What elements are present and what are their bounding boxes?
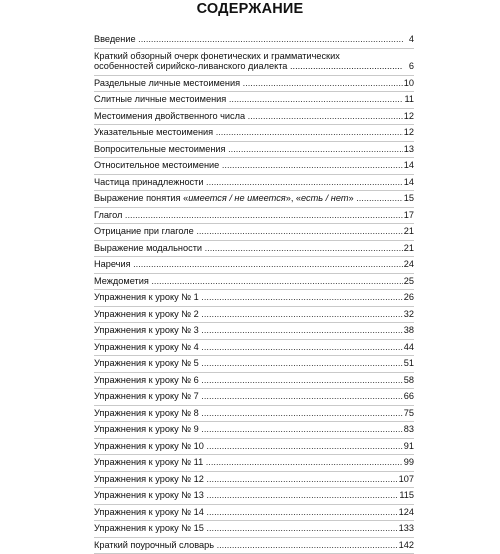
toc-entry-label	[94, 51, 403, 72]
toc-entry-lesson-15	[94, 521, 414, 538]
toc-entry-demonstrative-pronouns	[94, 125, 414, 142]
toc-entry-dual-pronouns	[94, 109, 414, 126]
toc-entry-introduction	[94, 32, 414, 49]
toc-entry-lesson-1	[94, 290, 414, 307]
toc-entry-label: Введение .....	[94, 34, 403, 45]
toc-entry-page: 14	[403, 177, 414, 188]
toc-entry-page: 12	[403, 127, 414, 138]
toc-entry-lesson-9	[94, 422, 414, 439]
toc-entry-label: Упражнения к уроку № 3 .....	[94, 325, 403, 336]
toc-entry-label: Относительное местоимение .....	[94, 160, 403, 171]
toc-entry-label: Упражнения к уроку № 2 .....	[94, 309, 403, 320]
toc-entry-page: 124	[398, 507, 414, 518]
toc-entry-label: Упражнения к уроку № 14 .....	[94, 507, 398, 518]
toc-entry-page: 11	[403, 94, 414, 105]
toc-entry-page: 142	[398, 540, 414, 551]
toc-entry-page: 6	[403, 61, 414, 72]
toc-entry-page: 75	[403, 408, 414, 419]
toc-entry-lesson-4	[94, 340, 414, 357]
toc-entry-page: 44	[403, 342, 414, 353]
toc-entry-lesson-8	[94, 406, 414, 423]
toc-entry-lesson-6	[94, 373, 414, 390]
toc-entry-verb	[94, 208, 414, 225]
toc-entry-overview	[94, 49, 414, 76]
toc-entry-lesson-7	[94, 389, 414, 406]
toc-entry-label-line1: Краткий обзорный очерк фонетических и грамматических	[94, 51, 340, 61]
toc-entry-label: Выражение модальности .....	[94, 243, 403, 254]
toc-entry-page: 10	[403, 78, 414, 89]
toc-entry-page: 107	[398, 474, 414, 485]
toc-entry-label: Упражнения к уроку № 5 .....	[94, 358, 403, 369]
toc-entry-dictionary	[94, 538, 414, 554]
toc-entry-lesson-3	[94, 323, 414, 340]
toc-entry-interrogative-pronouns	[94, 142, 414, 159]
toc-entry-label: Упражнения к уроку № 1 .....	[94, 292, 403, 303]
toc-entry-lesson-2	[94, 307, 414, 324]
toc-entry-label: Слитные личные местоимения .....	[94, 94, 403, 105]
toc-entry-label: Краткий поурочный словарь .....	[94, 540, 398, 551]
table-of-contents	[94, 32, 414, 554]
toc-entry-page: 115	[398, 490, 414, 501]
toc-entry-label: Упражнения к уроку № 12 .....	[94, 474, 398, 485]
toc-entry-page: 15	[403, 193, 414, 204]
toc-entry-lesson-10	[94, 439, 414, 456]
toc-entry-page: 32	[403, 309, 414, 320]
toc-entry-lesson-14	[94, 505, 414, 522]
toc-entry-page: 26	[403, 292, 414, 303]
toc-entry-label-part: »	[349, 193, 354, 203]
toc-entry-label	[94, 193, 403, 204]
toc-entry-adverbs	[94, 257, 414, 274]
toc-entry-label: Упражнения к уроку № 13 .....	[94, 490, 398, 501]
toc-entry-page: 21	[403, 243, 414, 254]
toc-entry-label: Упражнения к уроку № 11 .....	[94, 457, 403, 468]
toc-entry-label: Упражнения к уроку № 8 .....	[94, 408, 403, 419]
toc-entry-lesson-12	[94, 472, 414, 489]
toc-entry-label-italic: имеется / не имеется	[188, 193, 286, 203]
toc-entry-page: 14	[403, 160, 414, 171]
toc-entry-label: Упражнения к уроку № 10 .....	[94, 441, 403, 452]
page-title: СОДЕРЖАНИЕ	[0, 1, 500, 17]
toc-entry-page: 13	[403, 144, 414, 155]
toc-entry-label: Глагол .....	[94, 210, 403, 221]
toc-entry-page: 12	[403, 111, 414, 122]
toc-entry-lesson-13	[94, 488, 414, 505]
toc-entry-page: 24	[403, 259, 414, 270]
toc-entry-label: Упражнения к уроку № 15 .....	[94, 523, 398, 534]
toc-entry-relative-pronoun	[94, 158, 414, 175]
toc-entry-label: Наречия .....	[94, 259, 403, 270]
toc-entry-label: Упражнения к уроку № 9 .....	[94, 424, 403, 435]
toc-entry-label: Отрицание при глаголе .....	[94, 226, 403, 237]
toc-entry-lesson-11	[94, 455, 414, 472]
toc-entry-verb-negation	[94, 224, 414, 241]
toc-entry-label: Упражнения к уроку № 6 .....	[94, 375, 403, 386]
toc-entry-label-italic: есть / нет	[301, 193, 348, 203]
toc-entry-separate-pronouns	[94, 76, 414, 93]
toc-entry-page: 99	[403, 457, 414, 468]
toc-entry-page: 38	[403, 325, 414, 336]
toc-entry-label: Упражнения к уроку № 7 .....	[94, 391, 403, 402]
toc-entry-label: Частица принадлежности .....	[94, 177, 403, 188]
toc-entry-page: 51	[403, 358, 414, 369]
toc-entry-page: 83	[403, 424, 414, 435]
toc-entry-page: 66	[403, 391, 414, 402]
toc-entry-possessive-particle	[94, 175, 414, 192]
toc-entry-label: Междометия .....	[94, 276, 403, 287]
toc-entry-modality	[94, 241, 414, 258]
toc-entry-page: 25	[403, 276, 414, 287]
toc-entry-page: 17	[403, 210, 414, 221]
toc-entry-fused-pronouns	[94, 92, 414, 109]
toc-entry-label: Местоимения двойственного числа .....	[94, 111, 403, 122]
toc-entry-page: 21	[403, 226, 414, 237]
toc-entry-page: 91	[403, 441, 414, 452]
toc-entry-page: 58	[403, 375, 414, 386]
toc-entry-label: Вопросительные местоимения .....	[94, 144, 403, 155]
toc-entry-page: 133	[398, 523, 414, 534]
toc-entry-lesson-5	[94, 356, 414, 373]
toc-entry-label: Упражнения к уроку № 4 .....	[94, 342, 403, 353]
toc-entry-label-part: », «	[286, 193, 301, 203]
toc-entry-label-part: Выражение понятия «	[94, 193, 188, 203]
toc-entry-interjections	[94, 274, 414, 291]
toc-entry-label: Раздельные личные местоимения .....	[94, 78, 403, 89]
toc-entry-label-line2: особенностей сирийско-ливанского диалекта .....	[94, 61, 403, 72]
toc-entry-page: 4	[403, 34, 414, 45]
toc-entry-existence-expression	[94, 191, 414, 208]
toc-entry-label: Указательные местоимения .....	[94, 127, 403, 138]
